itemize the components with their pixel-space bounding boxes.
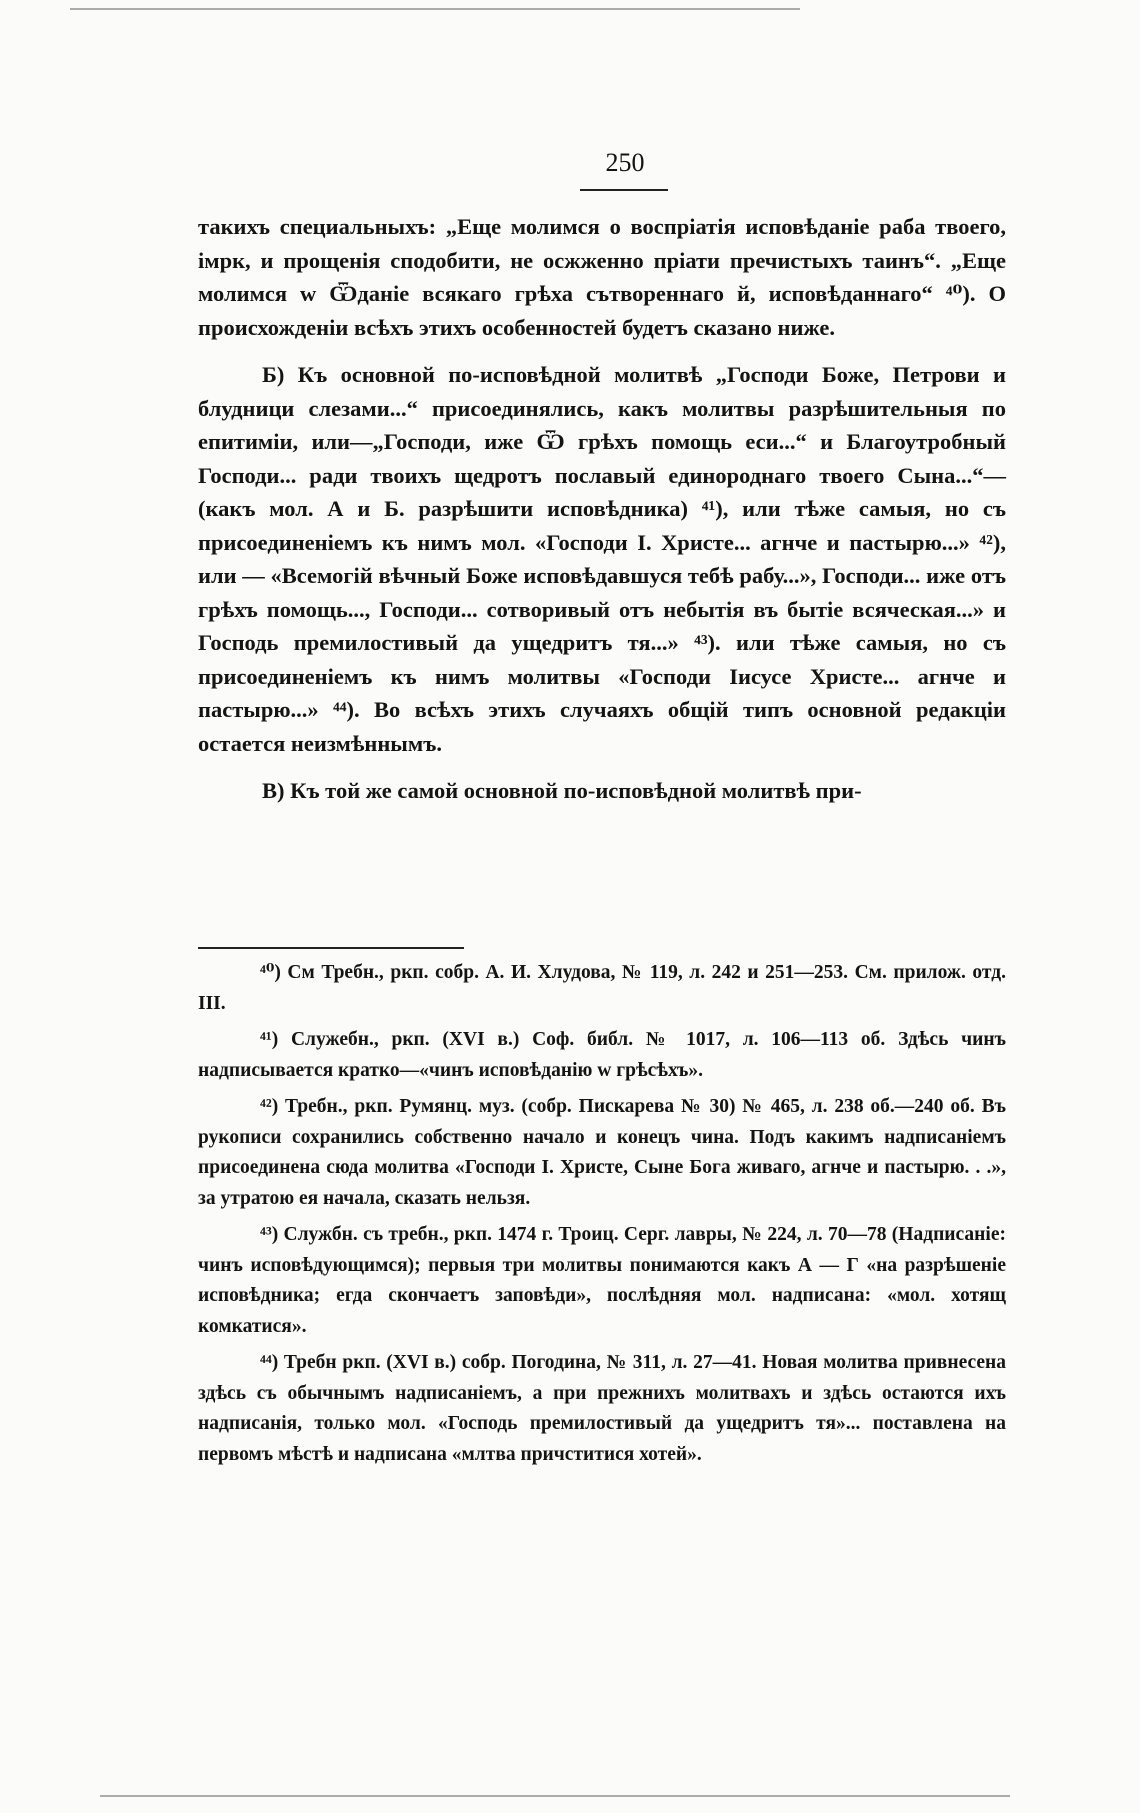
page-number: 250	[605, 148, 645, 177]
page-number-rule	[580, 189, 668, 191]
scan-edge-top	[70, 8, 800, 10]
footnote: ⁴²) Требн., ркп. Румянц. муз. (собр. Пискарева № 30) № 465, л. 238 об.—240 об. Въ рукописи сохранились собственно начало и конецъ чина. Подъ какимъ надписаніемъ присоединена сюда молитва «Господи І. Христе, Сыне Бога живаго, агнче и пастырю. . .», за утратою ея начала, сказать нельзя.	[198, 1096, 1006, 1209]
footnote: ⁴⁴) Требн ркп. (XVI в.) собр. Погодина, № 311, л. 27—41. Новая молитва привнесена здѣсь съ обычнымъ надписаніемъ, а при прежнихъ молитвахъ и здѣсь остаются ихъ надписанія, только мол. «Господь премилостивый да ущедритъ тя»... поставлена на первомъ мѣстѣ и надписана «млтва причститися хотей».	[198, 1352, 1006, 1465]
footnote-separator	[198, 947, 464, 949]
footnote: ⁴¹) Служебн., ркп. (XVI в.) Соф. библ. № 1017, л. 106—113 об. Здѣсь чинъ надписывается кратко—«чинъ исповѣданію w грѣсѣхъ».	[198, 1029, 1006, 1081]
scan-edge-bottom	[100, 1795, 1010, 1797]
paragraph: В) Къ той же самой основной по-исповѣдной молитвѣ при-	[262, 778, 862, 803]
footnote: ⁴⁰) См Требн., ркп. собр. А. И. Хлудова, № 119, л. 242 и 251—253. См. прилож. отд. III.	[198, 962, 1006, 1014]
footnotes	[198, 958, 1006, 1476]
main-text	[198, 210, 1006, 808]
paragraph: такихъ специальныхъ: „Еще молимся о воспріатія исповѣданіе раба твоего, імрк, и прощенія сподобити, не осжженно пріати пречистыхъ таинъ“. „Еще молимся w Ѿданіе всякаго грѣха сътвореннаго й, исповѣданнаго“ ⁴⁰). О происхожденіи всѣхъ этихъ особенностей будетъ сказано ниже.	[198, 214, 1006, 340]
footnote: ⁴³) Службн. съ требн., ркп. 1474 г. Троиц. Серг. лавры, № 224, л. 70—78 (Надписаніе: чинъ исповѣдующимся); первыя три молитвы понимаются какъ А — Г «на разрѣшеніе исповѣдника; егда скончаетъ заповѣди», послѣдняя мол. надписана: «мол. хотящ комкатися».	[198, 1224, 1006, 1337]
paragraph: Б) Къ основной по-исповѣдной молитвѣ „Господи Боже, Петрови и блудници слезами...“ присоединялись, какъ молитвы разрѣшительныя по епитиміи, или—„Господи, иже Ѿ грѣхъ помощь еси...“ и Благоутробный Господи... ради твоихъ щедротъ пославый единороднаго твоего Сына...“—(какъ мол. А и Б. разрѣшити исповѣдника) ⁴¹), или тѣже самыя, но съ присоединеніемъ къ нимъ мол. «Господи І. Христе... агнче и пастырю...» ⁴²), или — «Всемогій вѣчный Боже исповѣдавшуся тебѣ рабу...», Господи... иже отъ грѣхъ помощь..., Господи... сотворивый отъ небытія въ бытіе всяческая...» и Господь премилостивый да ущедритъ тя...» ⁴³). или тѣже самыя, но съ присоединеніемъ къ нимъ молитвы «Господи Іисусе Христе... агнче и пастырю...» ⁴⁴). Во всѣхъ этихъ случаяхъ общій типъ основной редакціи остается неизмѣннымъ.	[198, 362, 1006, 756]
